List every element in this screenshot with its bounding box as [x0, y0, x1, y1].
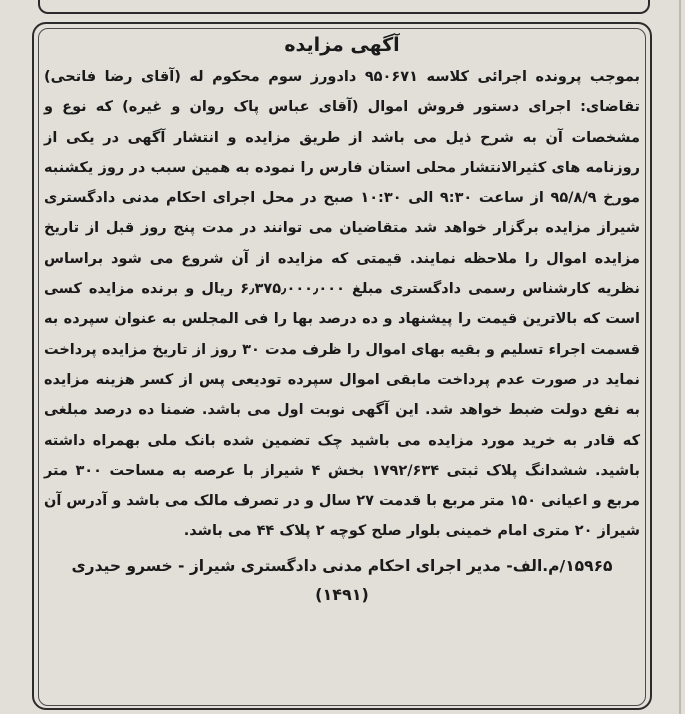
previous-notice-border: [38, 0, 650, 14]
notice-signature: ۱۵۹۶۵/م.الف- مدیر اجرای احکام مدنی دادگستری شیراز - خسرو حیدری: [71, 556, 613, 575]
notice-title: آگهی مزایده: [284, 34, 400, 56]
page-edge-rule: [679, 0, 681, 714]
notice-body: بموجب پرونده اجرائی کلاسه ۹۵۰۶۷۱ دادورز سوم محکوم له (آقای رضا فاتحی) تقاضای: اجرای دستور فروش اموال (آقای عباس پاک روان و غیره) که نوع و مشخصات آن به شرح ذیل می باشد از طریق مزایده و انتشار آگهی در یکی از روزنامه های کثیرالانتشار محلی استان فارس را نموده به همین سبب در روز یکشنبه مورخ ۹۵/۸/۹ از ساعت ۹:۳۰ الی ۱۰:۳۰ صبح در محل اجرای احکام مدنی دادگستری شیراز مزایده برگزار خواهد شد متقاضیان می توانند در مدت پنج روز قبل از تاریخ مزایده اموال را ملاحظه نمایند. قیمتی که مزایده از آن شروع می شود براساس نظریه کارشناس رسمی دادگستری مبلغ ۶٫۳۷۵٫۰۰۰٫۰۰۰ ریال و برنده مزایده کسی است که بالاترین قیمت را پیشنهاد و ده درصد بها را فی المجلس به عنوان سپرده به قسمت اجراء تسلیم و بقیه بهای اموال را ظرف مدت ۳۰ روز از تاریخ مزایده پرداخت نماید در صورت عدم پرداخت مابقی اموال سپرده تودیعی پس از کسر هزینه مزایده به نفع دولت ضبط خواهد شد. این آگهی نوبت اول می باشد. ضمنا ده درصد مبلغی که قادر به خرید مورد مزایده می باشید چک تضمین شده بانک ملی بهمراه داشته باشید. ششدانگ پلاک ثبتی ۱۷۹۲/۶۳۴ بخش ۴ شیراز با عرصه به مساحت ۳۰۰ متر مربع و اعیانی ۱۵۰ متر مربع با قدمت ۲۷ سال و در تصرف مالک می باشد و آدرس آن شیراز ۲۰ متری امام خمینی بلوار صلح کوچه ۲ پلاک ۴۴ می باشد.: [44, 69, 641, 540]
auction-notice: [44, 32, 640, 604]
notice-reference-number: (۱۴۹۱): [315, 584, 369, 604]
